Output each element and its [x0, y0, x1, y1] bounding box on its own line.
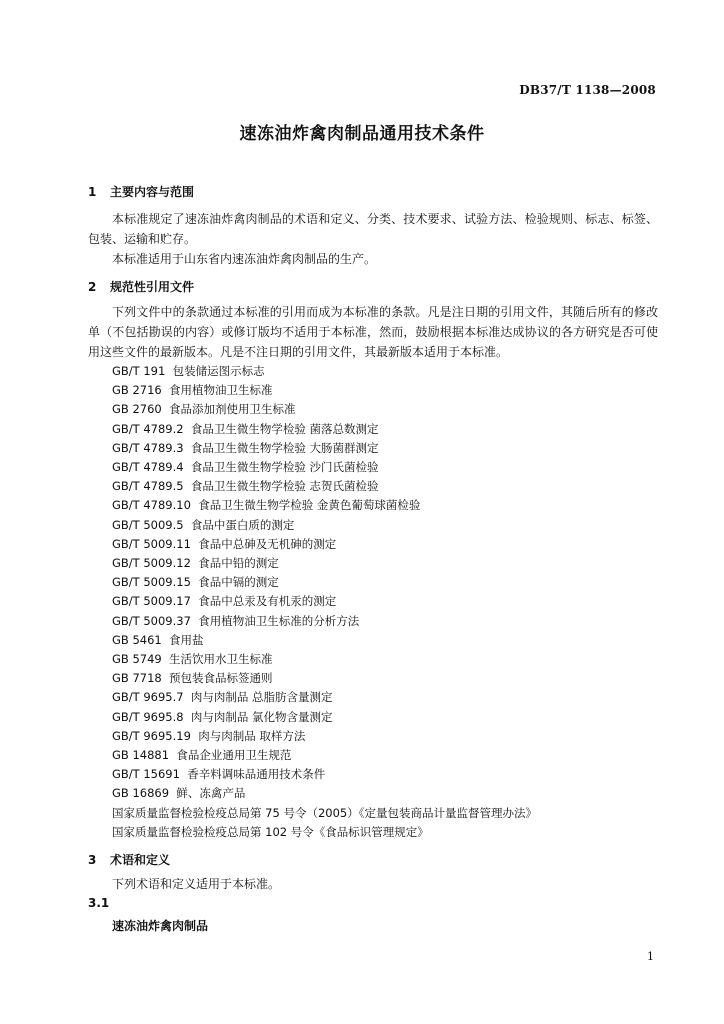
document-title: 速冻油炸禽肉制品通用技术条件 — [239, 124, 485, 144]
section-1-para-2-text: 本标准适用于山东省内速冻油炸禽肉制品的生产。 — [112, 252, 377, 266]
section-2-para-1-text: 下列文件中的条款通过本标准的引用而成为本标准的条款。凡是注日期的引用文件，其随后所有的修改单（不包括勘误的内容）或修订版均不适用于本标准，然而，鼓励根据本标准达成协议的各方研究是否可使用这些文件的最新版本。凡是不注日期的引用文件，其最新版本适用于本标准。 — [88, 305, 658, 359]
section-1-para-2 — [88, 249, 658, 269]
section-1-para-1 — [88, 209, 658, 249]
reference-item: GB/T 4789.3 食品卫生微生物学检验 大肠菌群测定 — [112, 440, 379, 455]
reference-item: GB/T 4789.2 食品卫生微生物学检验 菌落总数测定 — [112, 421, 379, 436]
section-2-para-1 — [88, 302, 658, 362]
standard-code: DB37/T 1138—2008 — [519, 83, 656, 97]
reference-item: GB/T 4789.4 食品卫生微生物学检验 沙门氏菌检验 — [112, 460, 379, 475]
term-heading: 速冻油炸禽肉制品 — [112, 919, 209, 933]
reference-item: GB 2716 食用植物油卫生标准 — [112, 383, 273, 398]
reference-item: GB 5749 生活饮用水卫生标准 — [112, 652, 273, 667]
reference-item: GB 5461 食用盐 — [112, 632, 204, 647]
subsection-3-1-number: 3.1 — [88, 896, 110, 910]
section-3-para-1 — [88, 874, 658, 894]
section-2-title: 规范性引用文件 — [110, 280, 195, 294]
reference-item: GB 14881 食品企业通用卫生规范 — [112, 748, 292, 763]
section-3-heading — [88, 851, 170, 868]
section-3-title: 术语和定义 — [110, 853, 171, 867]
reference-item: GB/T 5009.15 食品中镉的测定 — [112, 575, 279, 590]
section-1-title: 主要内容与范围 — [110, 185, 195, 199]
section-2-heading — [88, 278, 194, 295]
reference-item: GB/T 191 包装储运图示标志 — [112, 364, 265, 378]
reference-item: 国家质量监督检验检疫总局第 102 号令《食品标识管理规定》 — [112, 824, 429, 839]
reference-item: GB 2760 食品添加剂使用卫生标准 — [112, 402, 296, 417]
section-3-para-1-text: 下列术语和定义适用于本标准。 — [112, 877, 281, 891]
reference-item: GB 7718 预包装食品标签通则 — [112, 671, 273, 686]
reference-item: GB/T 9695.19 肉与肉制品 取样方法 — [112, 728, 306, 743]
section-1-number: 1 — [88, 185, 97, 199]
reference-item: GB/T 9695.7 肉与肉制品 总脂肪含量测定 — [112, 690, 333, 705]
section-2-number: 2 — [88, 280, 97, 294]
reference-item: GB/T 5009.11 食品中总砷及无机砷的测定 — [112, 536, 337, 551]
reference-item: GB/T 15691 香辛料调味品通用技术条件 — [112, 767, 326, 782]
normative-references-list — [112, 362, 537, 842]
reference-item: GB/T 4789.5 食品卫生微生物学检验 志贺氏菌检验 — [112, 479, 379, 494]
reference-item: GB/T 5009.12 食品中铅的测定 — [112, 556, 279, 571]
reference-item: GB/T 5009.5 食品中蛋白质的测定 — [112, 517, 295, 532]
reference-item: GB 16869 鲜、冻禽产品 — [112, 786, 246, 801]
page-number: 1 — [647, 950, 654, 963]
reference-item: GB/T 4789.10 食品卫生微生物学检验 金黄色葡萄球菌检验 — [112, 498, 421, 513]
reference-item: 国家质量监督检验检疫总局第 75 号令（2005）《定量包装商品计量监督管理办法》 — [112, 805, 537, 820]
reference-item: GB/T 5009.37 食用植物油卫生标准的分析方法 — [112, 613, 360, 628]
section-1-para-1-text: 本标准规定了速冻油炸禽肉制品的术语和定义、分类、技术要求、试验方法、检验规则、标志、标签、包装、运输和贮存。 — [88, 212, 658, 246]
section-1-heading — [88, 183, 194, 200]
reference-item: GB/T 5009.17 食品中总汞及有机汞的测定 — [112, 594, 337, 609]
reference-item: GB/T 9695.8 肉与肉制品 氯化物含量测定 — [112, 709, 333, 724]
section-3-number: 3 — [88, 853, 97, 867]
